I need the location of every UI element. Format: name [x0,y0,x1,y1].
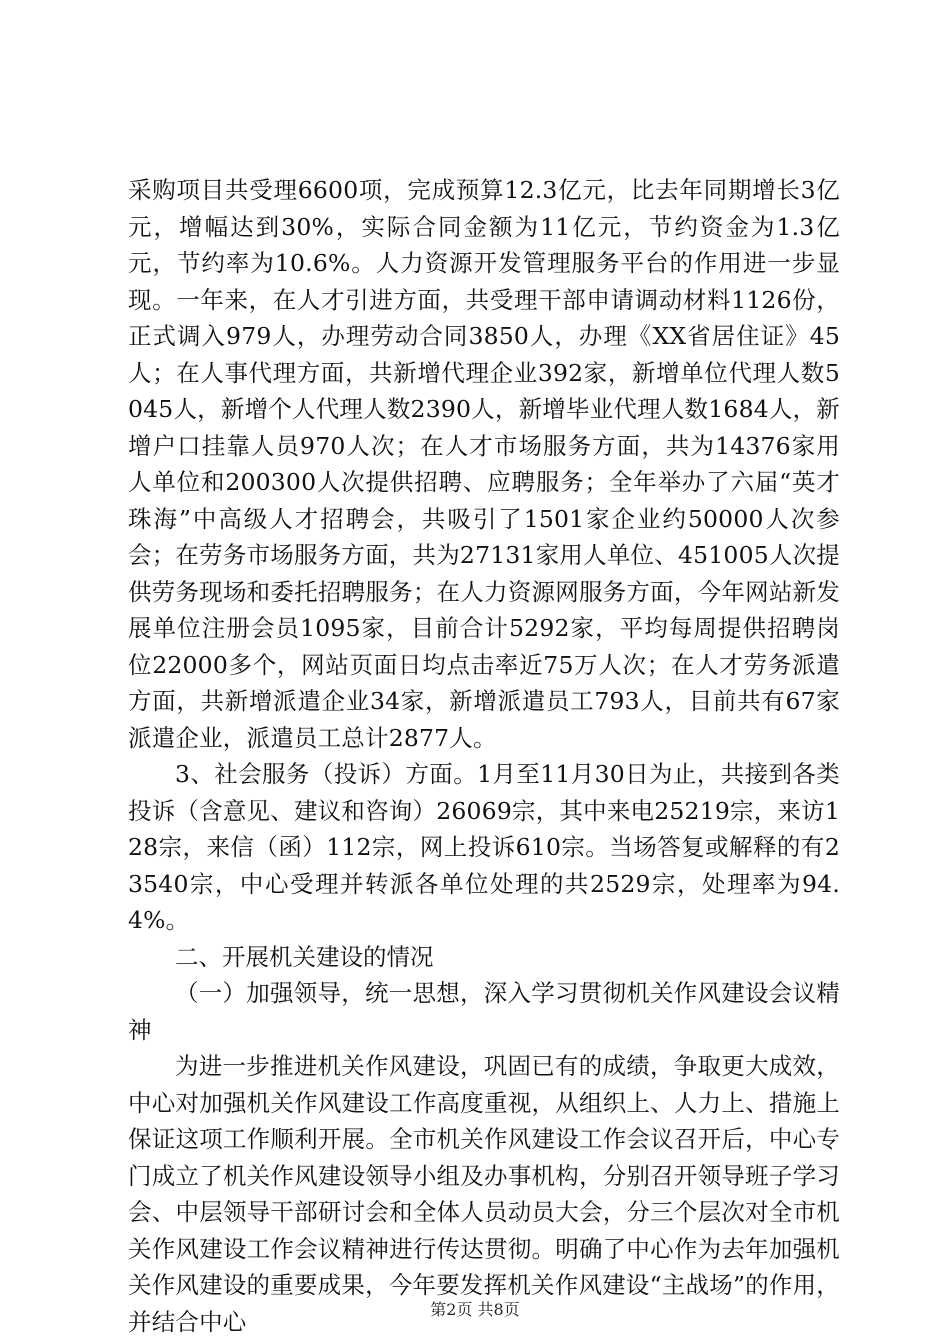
paragraph-work-style: 为进一步推进机关作风建设，巩固已有的成绩，争取更大成效，中心对加强机关作风建设工作高度重视，从组织上、人力上、措施上保证这项工作顺利开展。全市机关作风建设工作会议召开后，中心专门成立了机关作风建设领导小组及办事机构，分别召开领导班子学习会、中层领导干部研讨会和全体人员动员大会，分三个层次对全市机关作风建设工作会议精神进行传达贯彻。明确了中心作为去年加强机关作风建设的重要成果，今年要发挥机关作风建设“主战场”的作用，并结合中心 [128,1052,840,1336]
paragraph-social-service: 3、社会服务（投诉）方面。1月至11月30日为止，共接到各类投诉（含意见、建议和咨询）26069宗，其中来电25219宗，来访128宗，来信（函）112宗，网上投诉610宗。当场答复或解释的有23540宗，中心受理并转派各单位处理的共2529宗，处理率为94.4%。 [128,760,840,934]
document-body [128,172,840,1340]
subsection-heading: （一）加强领导，统一思想，深入学习贯彻机关作风建设会议精神 [128,979,840,1044]
section-heading: 二、开展机关建设的情况 [175,942,434,971]
paragraph-procurement-hr: 采购项目共受理6600项，完成预算12.3亿元，比去年同期增长3亿元，增幅达到30%，实际合同金额为11亿元，节约资金为1.3亿元，节约率为10.6%。人力资源开发管理服务平台的作用进一步显现。一年来，在人才引进方面，共受理干部申请调动材料1126份，正式调入979人，办理劳动合同3850人，办理《XX省居住证》45人；在人事代理方面，共新增代理企业392家，新增单位代理人数5045人，新增个人代理人数2390人，新增毕业代理人数1684人，新增户口挂靠人员970人次；在人才市场服务方面，共为14376家用人单位和200300人次提供招聘、应聘服务；全年举办了六届“英才珠海”中高级人才招聘会，共吸引了1501家企业约50000人次参会；在劳务市场服务方面，共为27131家用人单位、451005人次提供劳务现场和委托招聘服务；在人力资源网服务方面，今年网站新发展单位注册会员1095家，目前合计5292家，平均每周提供招聘岗位22000多个，网站页面日均点击率近75万人次；在人才劳务派遣方面，共新增派遣企业34家，新增派遣员工793人，目前共有67家派遣企业，派遣员工总计2877人。 [128,176,840,752]
page-footer: 第2页 共8页 [430,1300,520,1319]
